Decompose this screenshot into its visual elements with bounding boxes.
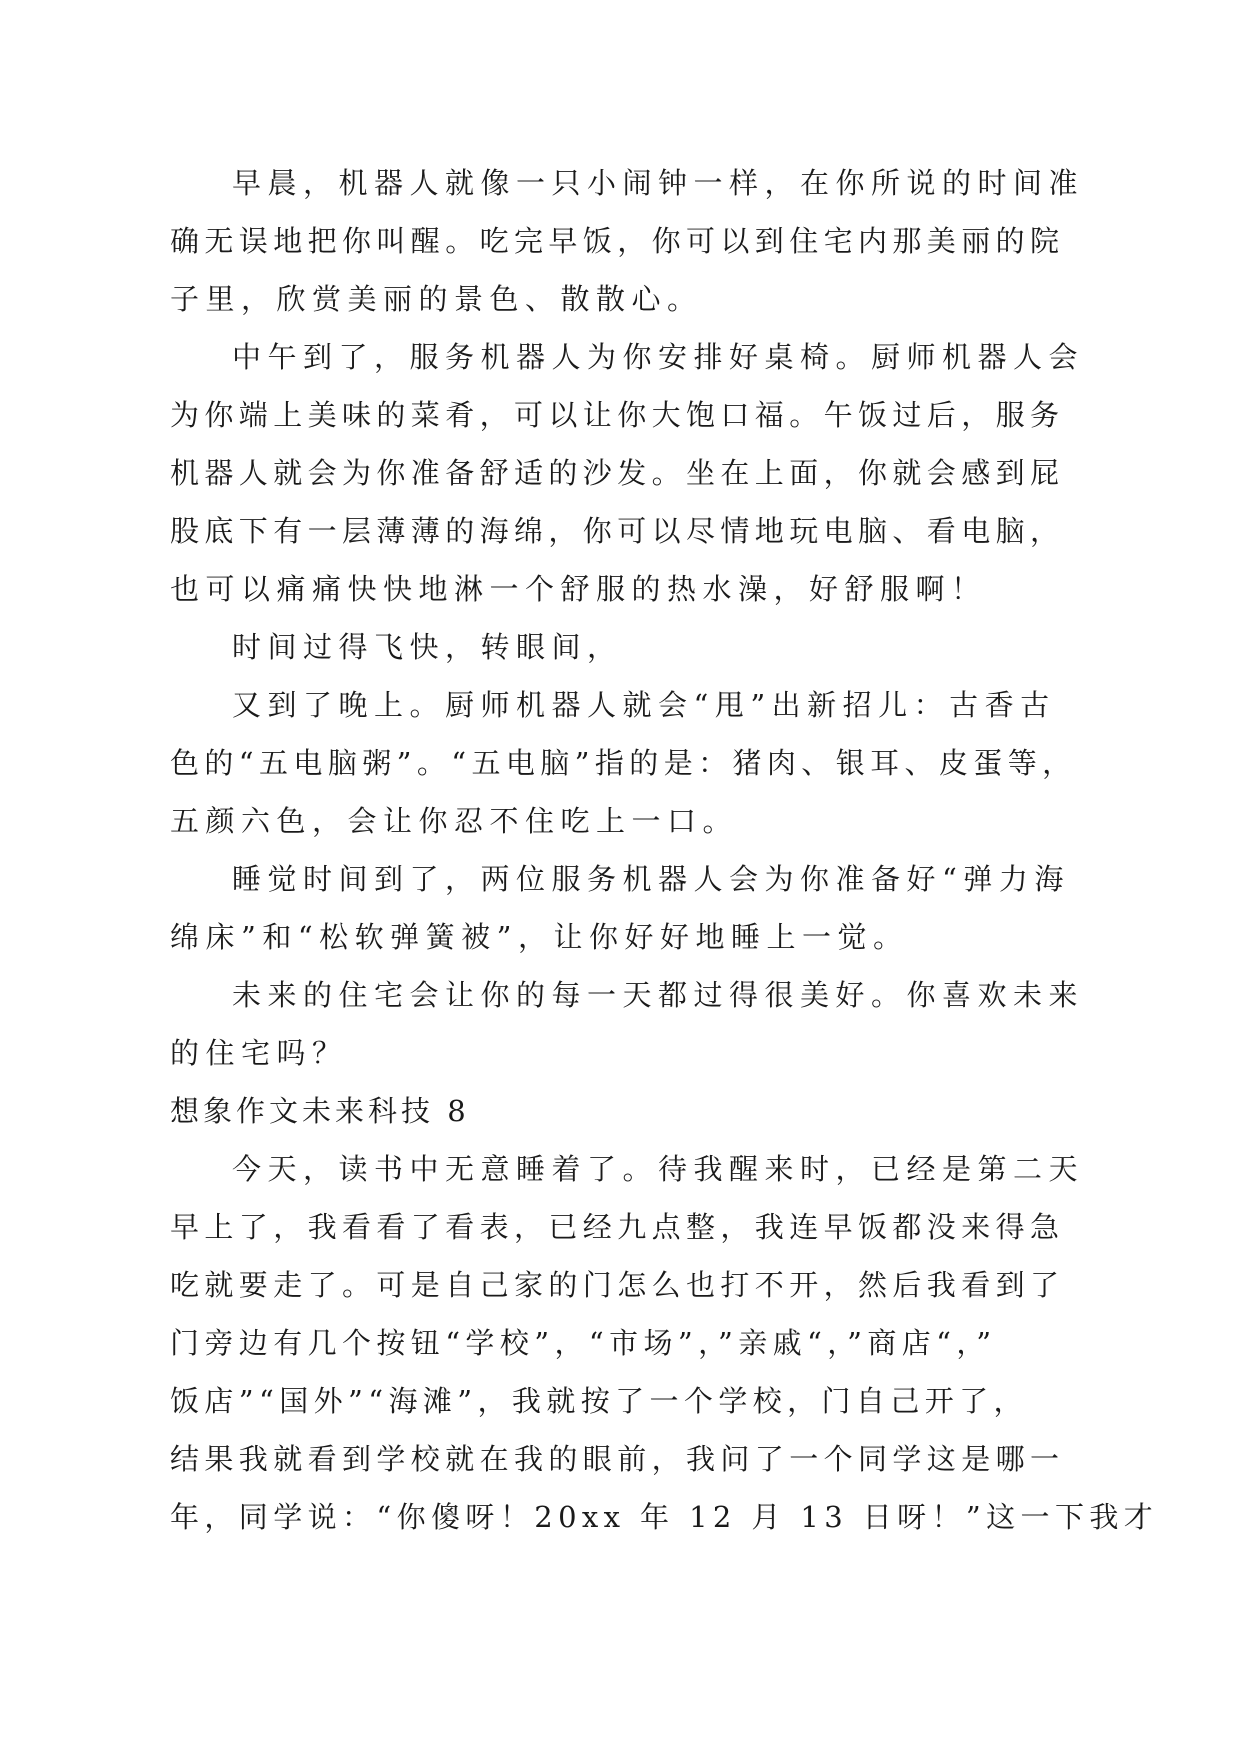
paragraph-line: 股底下有一层薄薄的海绵，你可以尽情地玩电脑、看电脑， (170, 514, 1065, 548)
paragraph-line: 机器人就会为你准备舒适的沙发。坐在上面，你就会感到屁 (170, 456, 1065, 490)
paragraph-line: 早上了，我看看了看表，已经九点整，我连早饭都没来得急 (170, 1210, 1065, 1244)
paragraph-line: 为你端上美味的菜肴，可以让你大饱口福。午饭过后，服务 (170, 398, 1065, 432)
section-heading: 想象作文未来科技 8 (170, 1094, 470, 1128)
paragraph-line: 门旁边有几个按钮“学校”，“市场”，”亲戚“，”商店“，” (170, 1326, 997, 1360)
paragraph-line: 早晨，机器人就像一只小闹钟一样，在你所说的时间准 (232, 166, 1085, 200)
paragraph-line: 也可以痛痛快快地淋一个舒服的热水澡，好舒服啊！ (170, 572, 987, 606)
paragraph-line: 结果我就看到学校就在我的眼前，我问了一个同学这是哪一 (170, 1442, 1065, 1476)
paragraph-line: 的住宅吗？ (170, 1036, 348, 1070)
paragraph-line: 睡觉时间到了，两位服务机器人会为你准备好“弹力海 (232, 862, 1070, 896)
paragraph-line: 未来的住宅会让你的每一天都过得很美好。你喜欢未来 (232, 978, 1085, 1012)
paragraph-line: 子里，欣赏美丽的景色、散散心。 (170, 282, 703, 316)
paragraph-line: 确无误地把你叫醒。吃完早饭，你可以到住宅内那美丽的院 (170, 224, 1065, 258)
paragraph-line: 吃就要走了。可是自己家的门怎么也打不开，然后我看到了 (170, 1268, 1065, 1302)
paragraph-line: 五颜六色，会让你忍不住吃上一口。 (170, 804, 739, 838)
paragraph-line: 今天，读书中无意睡着了。待我醒来时，已经是第二天 (232, 1152, 1085, 1186)
paragraph-line: 中午到了，服务机器人为你安排好桌椅。厨师机器人会 (232, 340, 1085, 374)
paragraph-line: 色的“五电脑粥”。“五电脑”指的是：猪肉、银耳、皮蛋等， (170, 746, 1077, 780)
paragraph-line: 绵床”和“松软弹簧被”，让你好好地睡上一觉。 (170, 920, 909, 954)
paragraph-line: 又到了晚上。厨师机器人就会“甩”出新招儿：古香古 (232, 688, 1056, 722)
paragraph-line: 年，同学说：“你傻呀！20xx 年 12 月 13 日呀！”这一下我才 (170, 1500, 1159, 1534)
paragraph-line: 时间过得飞快，转眼间， (232, 630, 623, 664)
paragraph-line: 饭店”“国外”“海滩”，我就按了一个学校，门自己开了， (170, 1384, 1028, 1418)
